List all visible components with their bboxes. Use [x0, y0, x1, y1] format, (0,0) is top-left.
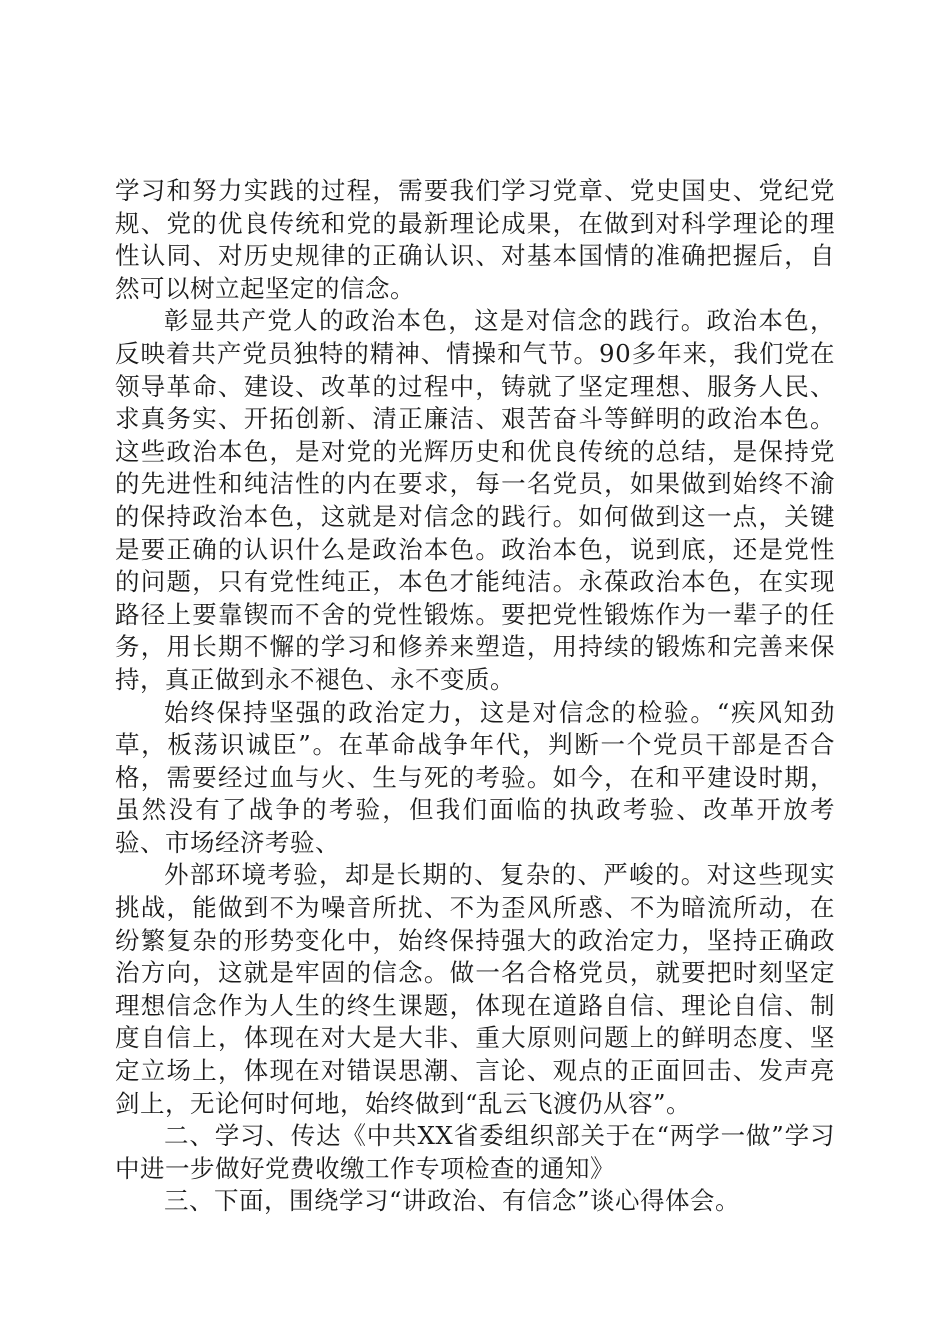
paragraph-5: 二、学习、传达《中共XX省委组织部关于在“两学一做”学习中进一步做好党费收缴工作专项检查的通知》 — [115, 1121, 835, 1183]
paragraph-4: 外部环境考验，却是长期的、复杂的、严峻的。对这些现实挑战，能做到不为噪音所扰、不为歪风所惑、不为暗流所动，在纷繁复杂的形势变化中，始终保持强大的政治定力，坚持正确政治方向，这就是牢固的信念。做一名合格党员，就要把时刻坚定理想信念作为人生的终生课题，体现在道路自信、理论自信、制度自信上，体现在对大是大非、重大原则问题上的鲜明态度、坚定立场上，体现在对错误思潮、言论、观点的正面回击、发声亮剑上，无论何时何地，始终做到“乱云飞渡仍从容”。 — [115, 860, 835, 1118]
paragraph-6: 三、下面，围绕学习“讲政治、有信念”谈心得体会。 — [164, 1186, 741, 1216]
paragraph-3: 始终保持坚强的政治定力，这是对信念的检验。“疾风知劲草，板荡识诚臣”。在革命战争年代，判断一个党员干部是否合格，需要经过血与火、生与死的考验。如今，在和平建设时期，虽然没有了战争的考验，但我们面临的执政考验、改革开放考验、市场经济考验、 — [115, 697, 835, 857]
paragraph-2: 彰显共产党人的政治本色，这是对信念的践行。政治本色，反映着共产党员独特的精神、情操和气节。90多年来，我们党在领导革命、建设、改革的过程中，铸就了坚定理想、服务人民、求真务实、开拓创新、清正廉洁、艰苦奋斗等鲜明的政治本色。这些政治本色，是对党的光辉历史和优良传统的总结，是保持党的先进性和纯洁性的内在要求，每一名党员，如果做到始终不渝的保持政治本色，这就是对信念的践行。如何做到这一点，关键是要正确的认识什么是政治本色。政治本色，说到底，还是党性的问题，只有党性纯正，本色才能纯洁。永葆政治本色，在实现路径上要靠锲而不舍的党性锻炼。要把党性锻炼作为一辈子的任务，用长期不懈的学习和修养来塑造，用持续的锻炼和完善来保持，真正做到永不褪色、永不变质。 — [115, 306, 835, 694]
document-body — [115, 175, 835, 1218]
paragraph-1: 学习和努力实践的过程，需要我们学习党章、党史国史、党纪党规、党的优良传统和党的最新理论成果，在做到对科学理论的理性认同、对历史规律的正确认识、对基本国情的准确把握后，自然可以树立起坚定的信念。 — [115, 176, 835, 303]
